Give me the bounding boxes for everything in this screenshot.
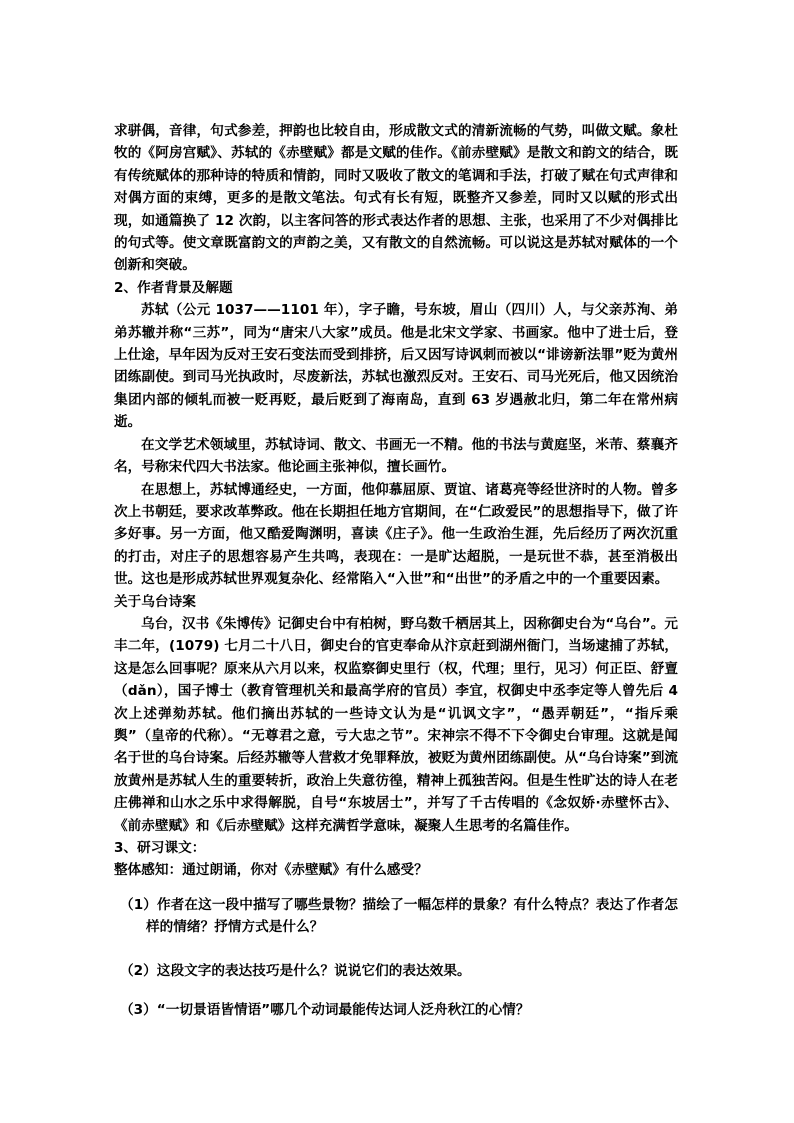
paragraph-su-shi-bio: 苏轼（公元 1037——1101 年），字子瞻，号东坡，眉山（四川）人，与父亲苏洵、弟弟苏辙并称“三苏”，同为“唐宋八大家”成员。他是北宋文学家、书画家。他中了进士后，登上仕途，早年因为反对王安石变法而受到排挤，后又因写诗讽刺而被以“诽谤新法罪”贬为黄州团练副使。到司马光执政时，尽废新法，苏轼也激烈反对。王安石、司马光死后，他又因统治集团内部的倾轧而被一贬再贬，最后贬到了海南岛，直到 63 岁遇赦北归，第二年在常州病逝。 [114,302,678,431]
question-2: （2）这段文字的表达技巧是什么？说说它们的表达效果。 [120,962,471,979]
paragraph-wutai-case: 乌台，汉书《朱博传》记御史台中有柏树，野乌数千栖居其上，因称御史台为“乌台”。元丰二年，(1079) 七月二十八日，御史台的官吏奉命从汴京赶到湖州衙门，当场逮捕了苏轼，这是怎么回事呢？原来从六月以来，权监察御史里行（权，代理；里行，见习）何正臣、舒亶（dǎn），国子博士（教育管理机关和最高学府的官员）李宜，权御史中丞李定等人曾先后 4 次上述弹劾苏轼。他们摘出苏轼的一些诗文认为是“讥讽文字”，“愚弄朝廷”，“指斥乘舆”（皇帝的代称）。“无尊君之意，亏大忠之节”。宋神宗不得不下令御史台审理。这就是闻名于世的乌台诗案。后经苏辙等人营救才免罪释放，被贬为黄州团练副使。从“乌台诗案”到流放黄州是苏轼人生的重要转折，政治上失意彷徨，精神上孤独苦闷。但是生性旷达的诗人在老庄佛禅和山水之乐中求得解脱，自号“东坡居士”，并写了千古传唱的《念奴娇·赤壁怀古》、《前赤壁赋》和《后赤壁赋》这样充满哲学意味，凝聚人生思考的名篇佳作。 [114,615,678,834]
paragraph-wenfu: 求骈偶，音律，句式参差，押韵也比较自由，形成散文式的清新流畅的气势，叫做文赋。象杜牧的《阿房宫赋》、苏轼的《赤壁赋》都是文赋的佳作。《前赤壁赋》是散文和韵文的结合，既有传统赋体的那种诗的特质和情韵，同时又吸收了散文的笔调和手法，打破了赋在句式声律和对偶方面的束缚，更多的是散文笔法。句式有长有短，既整齐又参差，同时又以赋的形式出现，如通篇换了 12 次韵，以主客问答的形式表达作者的思想、主张，也采用了不少对偶排比的句式等。使文章既富韵文的声韵之美，又有散文的自然流畅。可以说这是苏轼对赋体的一个创新和突破。 [114,123,678,274]
question-1: （1）作者在这一段中描写了哪些景物？描绘了一幅怎样的景象？有什么特点？表达了作者怎样的情绪？抒情方式是什么？ [120,896,678,936]
paragraph-su-shi-art: 在文学艺术领域里，苏轼诗词、散文、书画无一不精。他的书法与黄庭坚，米芾、蔡襄齐名，号称宋代四大书法家。他论画主张神似，擅长画竹。 [114,436,678,476]
question-3: （3）“一切景语皆情语”哪几个动词最能传达词人泛舟秋江的心情？ [120,1002,530,1019]
paragraph-overall-perception: 整体感知：通过朗诵，你对《赤壁赋》有什么感受？ [114,862,428,879]
section-heading-author-background: 2、作者背景及解题 [114,279,233,296]
document-page [114,120,678,1021]
section-heading-study-text: 3、研习课文： [114,840,206,856]
subheading-wutai-case: 关于乌台诗案 [114,593,196,610]
paragraph-su-shi-thought: 在思想上，苏轼博通经史，一方面，他仰慕屈原、贾谊、诸葛亮等经世济时的人物。曾多次上书朝廷，要求改革弊政。他在长期担任地方官期间，在“仁政爱民”的思想指导下，做了许多好事。另一方面，他又酷爱陶渊明，喜读《庄子》。他一生政治生涯，先后经历了两次沉重的打击，对庄子的思想容易产生共鸣，表现在：一是旷达超脱，一是玩世不恭，甚至消极出世。这也是形成苏轼世界观复杂化、经常陷入“入世”和“出世”的矛盾之中的一个重要因素。 [114,481,678,588]
